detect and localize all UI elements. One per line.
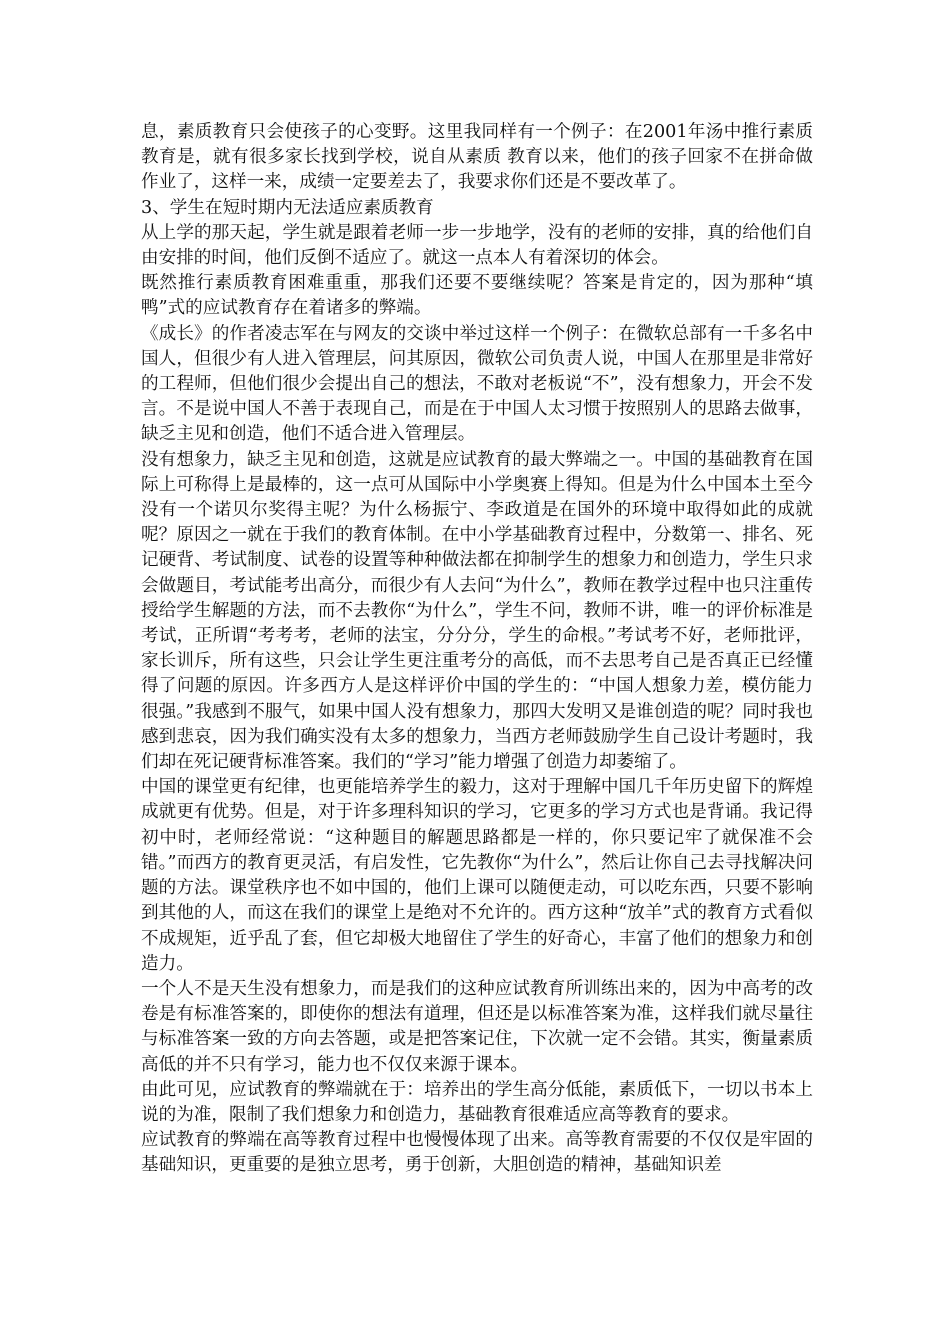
document-body bbox=[141, 120, 813, 1179]
paragraph-8: 由此可见，应试教育的弊端就在于：培养出的学生高分低能，素质低下，一切以书本上说的为准，限制了我们想象力和创造力，基础教育很难适应高等教育的要求。 bbox=[141, 1079, 813, 1125]
paragraph-2: 从上学的那天起，学生就是跟着老师一步一步地学，没有的老师的安排，真的给他们自由安排的时间，他们反倒不适应了。就这一点本人有着深切的体会。 bbox=[141, 222, 813, 269]
paragraph-6: 中国的课堂更有纪律，也更能培养学生的毅力，这对于理解中国几千年历史留下的辉煌成就更有优势。但是，对于许多理科知识的学习，它更多的学习方式也是背诵。我记得初中时，老师经常说：“这种题目的解题思路都是一样的，你只要记牢了就保准不会错。”而西方的教育更灵活，有启发性，它先教你“为什么”，然后让你自己去寻找解决问题的方法。课堂秩序也不如中国的，他们上课可以随便走动，可以吃东西，只要不影响到其他的人，而这在我们的课堂上是绝对不允许的。西方这种“放羊”式的教育方式看似不成规矩，近乎乱了套，但它却极大地留住了学生的好奇心，丰富了他们的想象力和创造力。 bbox=[141, 777, 813, 974]
paragraph-4: 《成长》的作者凌志军在与网友的交谈中举过这样一个例子：在微软总部有一千多名中国人，但很少有人进入管理层，问其原因，微软公司负责人说，中国人在那里是非常好的工程师，但他们很少会提出自己的想法，不敢对老板说“不”，没有想象力，开会不发言。不是说中国人不善于表现自己，而是在于中国人太习惯于按照别人的思路去做事，缺乏主见和创造，他们不适合进入管理层。 bbox=[141, 323, 813, 445]
paragraph-1: 息，素质教育只会使孩子的心变野。这里我同样有一个例子：在2001年汤中推行素质教育是，就有很多家长找到学校，说自从素质 教育以来，他们的孩子回家不在拼命做作业了，这样一来，成绩一定要差去了，我要求你们还是不要改革了。 bbox=[141, 122, 813, 193]
section-heading: 3、学生在短时期内无法适应素质教育 bbox=[141, 197, 434, 218]
paragraph-5: 没有想象力，缺乏主见和创造，这就是应试教育的最大弊端之一。中国的基础教育在国际上可称得上是最棒的，这一点可从国际中小学奥赛上得知。但是为什么中国本土至今没有一个诺贝尔奖得主呢？为什么杨振宁、李政道是在国外的环境中取得如此的成就呢？原因之一就在于我们的教育体制。在中小学基础教育过程中，分数第一、排名、死记硬背、考试制度、试卷的设置等种种做法都在抑制学生的想象力和创造力，学生只求会做题目，考试能考出高分，而很少有人去问“为什么”，教师在教学过程中也只注重传授给学生解题的方法，而不去教你“为什么”，学生不问，教师不讲，唯一的评价标准是考试，正所谓“考考考，老师的法宝，分分分，学生的命根。”考试考不好，老师批评，家长训斥，所有这些，只会让学生更注重考分的高低，而不去思考自己是否真正已经懂得了问题的原因。许多西方人是这样评价中国的学生的：“中国人想象力差，模仿能力很强。”我感到不服气，如果中国人没有想象力，那四大发明又是谁创造的呢？同时我也感到悲哀，因为我们确实没有太多的想象力，当西方老师鼓励学生自己设计考题时，我们却在死记硬背标准答案。我们的“学习”能力增强了创造力却萎缩了。 bbox=[141, 449, 813, 773]
paragraph-7: 一个人不是天生没有想象力，而是我们的这种应试教育所训练出来的，因为中高考的改卷是有标准答案的，即使你的想法有道理，但还是以标准答案为准，这样我们就尽量往与标准答案一致的方向去答题，或是把答案记住，下次就一定不会错。其实，衡量素质高低的并不只有学习，能力也不仅仅来源于课本。 bbox=[141, 978, 813, 1075]
paragraph-3: 既然推行素质教育困难重重，那我们还要不要继续呢？答案是肯定的，因为那种“填鸭”式的应试教育存在着诸多的弊端。 bbox=[141, 273, 813, 319]
paragraph-9: 应试教育的弊端在高等教育过程中也慢慢体现了出来。高等教育需要的不仅仅是牢固的基础知识，更重要的是独立思考，勇于创新，大胆创造的精神，基础知识差 bbox=[141, 1130, 813, 1176]
